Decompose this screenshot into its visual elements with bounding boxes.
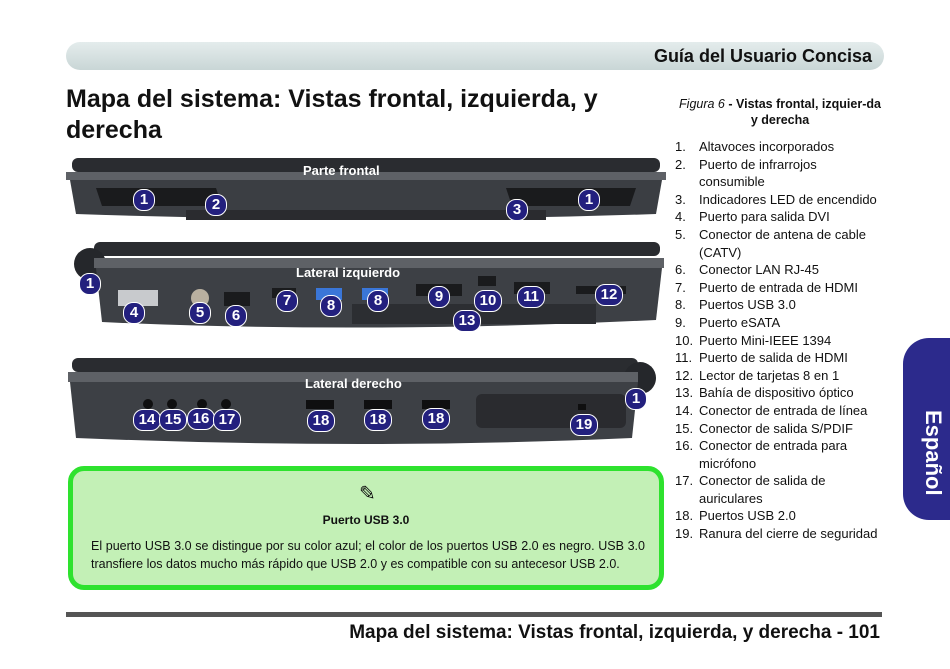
right-view-label: Lateral derecho	[305, 376, 402, 391]
footer-rule	[66, 612, 882, 617]
callout-4: 4	[123, 302, 145, 324]
legend-item: 8. Puertos USB 3.0	[675, 297, 796, 313]
callout-8: 8	[320, 295, 342, 317]
callout-9: 9	[428, 286, 450, 308]
note-title: Puerto USB 3.0	[322, 513, 410, 527]
callout-1: 1	[79, 273, 101, 295]
callout-8: 8	[367, 290, 389, 312]
legend-item: 17. Conector de salida de auriculares	[675, 473, 826, 506]
footer-title: Mapa del sistema: Vistas frontal, izquierda, y derecha - 101	[349, 622, 880, 643]
pen-icon: ✎	[359, 483, 376, 505]
legend-item: 1. Altavoces incorporados	[675, 139, 835, 154]
callout-17: 17	[213, 409, 241, 431]
callout-12: 12	[595, 284, 623, 306]
legend-item: 13. Bahía de dispositivo óptico	[675, 385, 854, 401]
callout-11: 11	[517, 286, 545, 308]
legend-item: 6. Conector LAN RJ-45	[675, 262, 819, 278]
callout-1: 1	[625, 388, 647, 410]
legend-item: 11. Puerto de salida de HDMI	[675, 350, 848, 366]
legend-item: 14. Conector de entrada de línea	[675, 402, 868, 418]
legend-item: 3. Indicadores LED de encendido	[675, 191, 877, 207]
legend-item: 15. Conector de salida S/PDIF	[675, 420, 853, 436]
callout-1: 1	[133, 189, 155, 211]
figure-title: - Vistas frontal, izquier-da y derecha	[724, 97, 881, 127]
callout-10: 10	[474, 290, 502, 312]
legend-item: 16. Conector de entrada para micrófono	[675, 438, 848, 471]
callout-14: 14	[133, 409, 161, 431]
callout-5: 5	[189, 302, 211, 324]
legend-item: 9. Puerto eSATA	[675, 314, 781, 330]
callout-15: 15	[159, 409, 187, 431]
left-view-image	[66, 242, 666, 332]
legend-item: 19. Ranura del cierre de seguridad	[675, 526, 878, 542]
left-view-label: Lateral izquierdo	[296, 265, 401, 280]
callout-16: 16	[187, 408, 215, 430]
note-body: El puerto USB 3.0 se distingue por su color azul; el color de los puertos USB 2.0 es negro. USB 3.0 transfiere los datos mucho más rápido que USB 2.0 y es compatible con su antecesor USB 2.0.	[91, 539, 645, 571]
legend-item: 10. Puerto Mini-IEEE 1394	[675, 332, 832, 348]
callout-13: 13	[453, 310, 481, 332]
figure-caption	[675, 96, 885, 128]
header-title: Guía del Usuario Concisa	[653, 46, 872, 66]
front-view-label: Parte frontal	[303, 163, 380, 178]
language-tab-label: Español	[921, 410, 946, 496]
callout-7: 7	[276, 290, 298, 312]
callout-18: 18	[307, 410, 335, 432]
callout-18: 18	[422, 408, 450, 430]
legend-item: 4. Puerto para salida DVI	[675, 209, 830, 225]
callout-3: 3	[506, 199, 528, 221]
header-bar	[66, 42, 884, 70]
callout-19: 19	[570, 414, 598, 436]
language-tab[interactable]	[903, 338, 950, 520]
callout-1: 1	[578, 189, 600, 211]
legend-item: 2. Puerto de infrarrojos consumible	[675, 156, 817, 190]
legend-list	[675, 138, 885, 543]
callout-2: 2	[205, 194, 227, 216]
legend-item: 5. Conector de antena de cable (CATV)	[675, 226, 866, 260]
figure-label: Figura 6	[679, 97, 725, 111]
legend-item: 18. Puertos USB 2.0	[675, 508, 796, 524]
page-title: Mapa del sistema: Vistas frontal, izquierda, y derecha	[66, 85, 598, 144]
legend-item: 12. Lector de tarjetas 8 en 1	[675, 367, 840, 383]
callout-6: 6	[225, 305, 247, 327]
legend-item: 7. Puerto de entrada de HDMI	[675, 279, 858, 295]
usb3-note	[68, 466, 664, 590]
callout-18: 18	[364, 409, 392, 431]
